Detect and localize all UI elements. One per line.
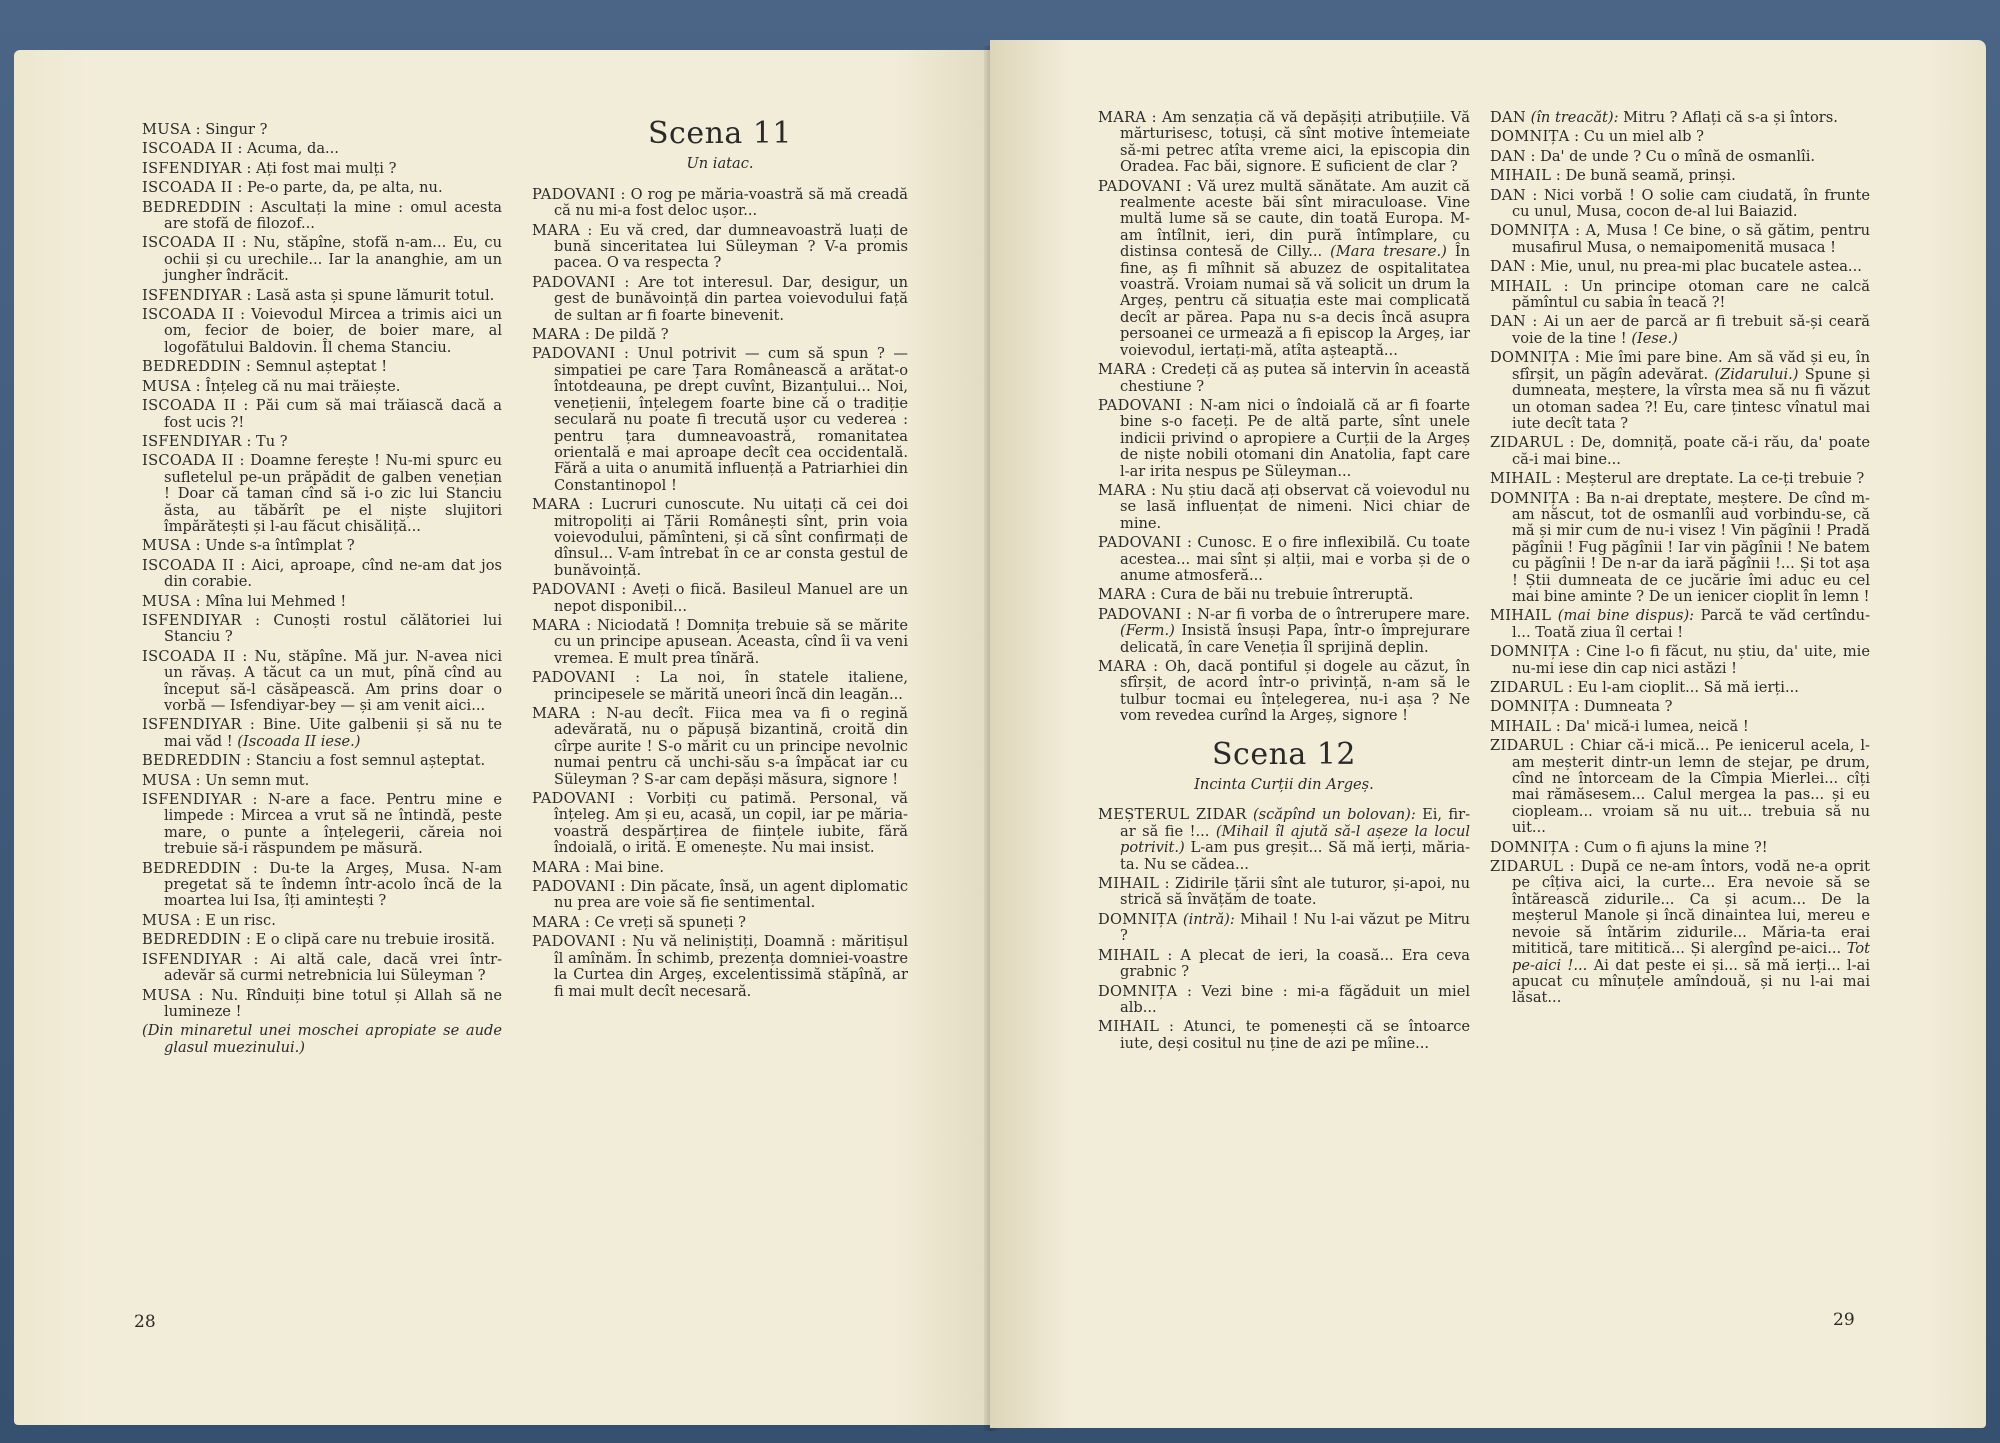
dialogue-line: MUSA : Mîna lui Mehmed !	[142, 592, 347, 610]
speaker-name: ISCOADA II	[142, 452, 234, 470]
dialogue-line: MARA : Mai bine.	[532, 858, 665, 876]
dialogue-text: Mîna lui Mehmed !	[205, 592, 347, 610]
speaker-name: PADOVANI	[532, 581, 616, 599]
speaker-name: ISCOADA II	[142, 556, 235, 574]
dialogue-line: MUSA : Nu. Rînduiți bine totul și Allah să ne lumineze !	[142, 986, 502, 1020]
speaker-name: PADOVANI	[532, 273, 616, 291]
dialogue-text: Acuma, da...	[247, 140, 339, 158]
stage-direction: (Ferm.)	[1120, 622, 1175, 640]
dialogue-text: Insistă însuși Papa, într-o împrejurare delicată, în care Veneția îl sprijină deplin.	[1120, 622, 1471, 656]
dialogue-text: Zidirile țării sînt ale tuturor, și-apoi, nu strică să învățăm de toate.	[1120, 875, 1470, 909]
speaker-name: PADOVANI	[532, 933, 616, 951]
dialogue-text: Am senzația că vă depășiți atribuțiile. Vă mărturisesc, totuși, că sînt motive întemeiate să-mi petrec atîta vreme aici, la episcopia din Oradea. Fac băi, signore. E suficient de clar ?	[1120, 109, 1470, 176]
dialogue-line: MUSA : Unde s-a întîmplat ?	[142, 537, 355, 555]
speaker-name: MUSA	[142, 911, 191, 929]
dialogue-line: PADOVANI : Nu vă neliniștiți, Doamnă : măritișul îl amînăm. În schimb, prezența domniei-voastre la Curtea din Argeș, excelentissimă stăpînă, ar fi mai mult decît necesară.	[532, 933, 908, 1000]
speaker-name: MARA	[532, 496, 581, 514]
dialogue-line: ISFENDIYAR : Cunoști rostul călătoriei lui Stanciu ?	[142, 611, 502, 646]
dialogue-text: Ei, fir-ar să fie !...	[1120, 806, 1471, 840]
speaker-name: MARA	[532, 913, 581, 931]
speaker-name: DAN	[1490, 313, 1526, 331]
dialogue-text: Ba n-ai dreptate, meștere. De cînd m-am născut, tot de osmanlîi aud vorbindu-se, că mă și mir cum de nu-i visez ! Vin păgînii ! Pradă păgînii ! Fug păgînii ! Iar vin păgînii ! Ne batem cu păgînii ! De n-ar da iară păgînii !... Și tot așa ! Știi dumneata de ce jucărie îmi aduc eu cel mai bine aminte ? De un ienicer cioplit în lemn !	[1512, 489, 1870, 605]
speaker-name: MARA	[532, 858, 581, 876]
dialogue-line: ISFENDIYAR : Lasă asta și spune lămurit totul.	[142, 286, 495, 304]
speaker-name: MARA	[532, 326, 581, 344]
speaker-name: ZIDARUL	[1490, 434, 1564, 452]
speaker-name: MIHAIL	[1490, 470, 1552, 488]
dialogue-text: De, domniță, poate că-i rău, da' poate că-i mai bine...	[1512, 434, 1870, 468]
dialogue-line	[1098, 807, 1470, 873]
dialogue-line: DOMNIȚA : Dumneata ?	[1490, 698, 1673, 716]
dialogue-line: PADOVANI : Are tot interesul. Dar, desigur, un gest de bunăvoință din partea voievodului față de sultan ar fi foarte binevenit.	[532, 273, 908, 324]
dialogue-text: Chiar că-i mică... Pe ienicerul acela, l-am meșterit dintr-un lemn de stejar, pe drum, cînd ne întorceam de la Cîmpia Mierlei... cîți mai rămăsesem... Calul mergea la pas... și eu ciopleam... vroiam să nu uit... trebuia să nu uit...	[1512, 737, 1870, 837]
dialogue-line: ZIDARUL : De, domniță, poate că-i rău, da' poate că-i mai bine...	[1490, 434, 1870, 468]
dialogue-line: PADOVANI : Unul potrivit — cum să spun ? — simpatiei pe care Țara Românească a arătat-o întotdeauna, pe drept cuvînt, Bizanțului... Noi, venețienii, înțelegem foarte bine că o tradiție seculară nu poate fi trecută ușor cu vederea : pentru țara dumneavoastră, romanitatea orientală e mai aproape decît cea occidentală. Fără a uita o anumită influență a Patriarhiei din Constantinopol !	[532, 345, 908, 494]
speaker-name: MARA	[532, 705, 581, 722]
speaker-name: MIHAIL	[1490, 607, 1552, 625]
dialogue-text: Mihail ! Nu l-ai văzut pe Mitru ?	[1120, 910, 1471, 945]
dialogue-text: Cum o fi ajuns la mine ?!	[1583, 838, 1768, 856]
dialogue-text: Ascultați la mine : omul acesta are stofă de filozof...	[164, 198, 502, 233]
dialogue-text: N-au decît. Fiica mea va fi o regină adevărată, nu o păpușă bizantină, croită din cîrpe aurite ! S-o mărit cu un principe nevolnic numai pentru că unchi-său s-a împăcat iar cu Süleyman ? S-ar cam depăși măsura, signore !	[554, 705, 908, 788]
dialogue-line: PADOVANI : Vă urez multă sănătate. Am auzit că realmente aceste băi sînt miraculoase. Vine multă lume să se caute, din toată Europa. M-am întîlnit, ieri, din pură întîmplare, cu distinsa contesă de Cilly... (Mara tresare.) În fine, aș fi mîhnit să abuzez de ospitalitatea voastră. Vroiam numai să vă solicit un drum la Argeș, pentru că situația este mai complicată decît ar părea. Papa nu s-a decis încă asupra persoanei ce urmează a fi episcop la Argeș, iar voievodul, iertați-mă, atîta așteaptă...	[1098, 177, 1471, 359]
dialogue-line: ISCOADA II : Acuma, da...	[142, 140, 339, 158]
speaker-name: MIHAIL	[1490, 277, 1552, 295]
dialogue-text: Are tot interesul. Dar, desigur, un gest de bunăvoință din partea voievodului față de sultan ar fi foarte binevenit.	[554, 273, 908, 324]
speaker-name: MARA	[1098, 361, 1147, 379]
dialogue-line: DAN : Ai un aer de parcă ar fi trebuit să-și ceară voie de la tine ! (Iese.)	[1490, 313, 1870, 347]
dialogue-line: DOMNIȚA : Cum o fi ajuns la mine ?!	[1490, 838, 1768, 856]
dialogue-line: MIHAIL : Da' mică-i lumea, neică !	[1490, 717, 1749, 735]
speaker-name: MEȘTERUL ZIDAR	[1098, 806, 1247, 824]
speaker-name: ISFENDIYAR	[142, 791, 242, 809]
dialogue-line: PADOVANI : O rog pe măria-voastră să mă creadă că nu mi-a fost deloc ușor...	[532, 185, 908, 220]
speaker-name: DOMNIȚA	[1490, 838, 1570, 856]
dialogue-line: DOMNIȚA : Vezi bine : mi-a făgăduit un miel alb...	[1098, 982, 1470, 1016]
stage-direction: (intră):	[1182, 910, 1235, 928]
speaker-name: DOMNIȚA	[1490, 349, 1570, 367]
dialogue-line: ISCOADA II : Voievodul Mircea a trimis aici un om, fecior de boier, de boier mare, al logofătului Baldovin. Îl chema Stanciu.	[142, 306, 502, 356]
dialogue-line: DAN : Da' de unde ? Cu o mînă de osmanlîi.	[1490, 147, 1816, 165]
speaker-name: BEDREDDIN	[142, 752, 242, 770]
dialogue-line: MARA : N-au decît. Fiica mea va fi o regină adevărată, nu o păpușă bizantină, croită din cîrpe aurite ! S-o mărit cu un principe nevolnic numai pentru că unchi-său s-a împăcat iar cu Süleyman ? S-ar cam depăși măsura, signore !	[532, 705, 908, 788]
speaker-name: MARA	[532, 221, 581, 239]
speaker-name: PADOVANI	[1098, 534, 1182, 552]
dialogue-text: Cunoști rostul călătoriei lui Stanciu ?	[164, 611, 502, 646]
speaker-name: DAN	[1490, 258, 1526, 276]
dialogue-line: MIHAIL : Meșterul are dreptate. La ce-ți trebuie ?	[1490, 470, 1865, 488]
speaker-name: DAN	[1490, 147, 1526, 165]
dialogue-text: A, Musa ! Ce bine, o să gătim, pentru musafirul Musa, o nemaipomenită musaca !	[1512, 222, 1870, 256]
speaker-name: MARA	[1098, 481, 1147, 499]
speaker-name: BEDREDDIN	[142, 931, 242, 949]
speaker-name: DOMNIȚA	[1490, 128, 1570, 146]
speaker-name: ISCOADA II	[142, 140, 233, 158]
dialogue-text: Nici vorbă ! O solie cam ciudată, în frunte cu unul, Musa, cocon de-al lui Baiazid.	[1512, 186, 1870, 221]
dialogue-line: MARA : Oh, dacă pontiful și dogele au căzut, în sfîrșit, de acord într-o privință, n-am să le tulbur tocmai eu înțelegerea, nu-i așa ? Ne vom revedea curînd la Argeș, signore !	[1098, 658, 1470, 725]
dialogue-line	[1490, 110, 1870, 126]
speaker-name: MARA	[532, 616, 581, 634]
dialogue-text: Parcă te văd certîndu-l... Toată ziua îl certai !	[1512, 607, 1871, 641]
dialogue-text: Păi cum să mai trăiască dacă a fost ucis ?!	[164, 397, 503, 431]
dialogue-text: N-ar fi vorba de o întrerupere mare.	[1197, 605, 1470, 623]
dialogue-text: Voievodul Mircea a trimis aici un om, fecior de boier, de boier mare, al logofătului Baldovin. Îl chema Stanciu.	[164, 306, 502, 356]
dialogue-text: N-am nici o îndoială că ar fi foarte bine s-o faceți. Pe de altă parte, sînt unele indicii privind o apropiere a Curții de la Argeș de niște nobili otomani din Anatolia, fapt care l-ar irita nespus pe Süleyman...	[1120, 396, 1470, 480]
dialogue-text: Oh, dacă pontiful și dogele au căzut, în sfîrșit, de acord într-o privință, n-am să le tulbur tocmai eu înțelegerea, nu-i așa ? Ne vom revedea curînd la Argeș, signore !	[1120, 658, 1470, 725]
speaker-name: ISCOADA II	[142, 234, 235, 252]
speaker-name: ISFENDIYAR	[142, 611, 242, 629]
dialogue-line: ISFENDIYAR : Ați fost mai mulți ?	[142, 159, 397, 177]
dialogue-line: MARA : Lucruri cunoscute. Nu uitați că cei doi mitropoliți ai Țării Românești sînt, prin voia voievodului, pămînteni, și că sînt confirmați de dînsul... V-am întrebat în ce ar consta gestul de bunăvoință.	[532, 496, 908, 579]
speaker-name: ZIDARUL	[1490, 858, 1564, 876]
dialogue-line: MARA : Am senzația că vă depășiți atribuțiile. Vă mărturisesc, totuși, că sînt motive întemeiate să-mi petrec atîta vreme aici, la episcopia din Oradea. Fac băi, signore. E suficient de clar ?	[1098, 109, 1470, 176]
stage-direction: (Din minaretul unei moschei apropiate se aude glasul muezinului.)	[142, 1022, 502, 1056]
speaker-name: MUSA	[142, 771, 191, 789]
dialogue-text: Da' mică-i lumea, neică !	[1565, 717, 1749, 735]
dialogue-line: DAN : Mie, unul, nu prea-mi plac bucatele astea...	[1490, 258, 1862, 276]
dialogue-text: N-are a face. Pentru mine e limpede : Mircea a vrut să ne întindă, peste mare, o punte a înțelegerii, căreia noi trebuie să-i răspundem pe măsură.	[164, 791, 502, 858]
speaker-name: BEDREDDIN	[142, 358, 242, 376]
dialogue-line: MUSA : Un semn mut.	[142, 771, 310, 789]
speaker-name: DOMNIȚA	[1490, 643, 1570, 661]
speaker-name: MIHAIL	[1098, 1018, 1160, 1036]
dialogue-text: Spune și dumneata, meștere, la vîrsta mea să nu fi văzut un otoman sadea ?! Eu, care țintesc vînatul mai iute decît tata ?	[1512, 365, 1871, 432]
speaker-name: PADOVANI	[1098, 605, 1182, 623]
speaker-name: PADOVANI	[1098, 177, 1182, 195]
dialogue-line: PADOVANI : Aveți o fiică. Basileul Manuel are un nepot disponibil...	[532, 581, 908, 615]
dialogue-text: Mie îmi pare bine. Am să văd și eu, în sfîrșit, un păgîn adevărat.	[1512, 349, 1871, 383]
speaker-name: ZIDARUL	[1490, 679, 1564, 696]
dialogue-line: DOMNIȚA : A, Musa ! Ce bine, o să gătim, pentru musafirul Musa, o nemaipomenită musaca !	[1490, 222, 1870, 256]
dialogue-line: MUSA : Singur ?	[142, 121, 268, 138]
stage-direction: (Zidarului.)	[1714, 365, 1799, 383]
dialogue-text: În fine, aș fi mîhnit să abuzez de ospitalitatea voastră. Vroiam numai să vă solicit un drum la Argeș, pentru că situația este mai complicată decît ar părea. Papa nu s-a decis încă asupra persoanei ce urmează a fi episcop la Argeș, iar voievodul, iertați-mă, atîta așteaptă...	[1120, 243, 1471, 359]
dialogue-text: A plecat de ieri, la coasă... Era ceva grabnic ?	[1120, 946, 1470, 981]
dialogue-line: PADOVANI : Din păcate, însă, un agent diplomatic nu prea are voie să fie sentimental.	[532, 878, 908, 912]
dialogue-line: PADOVANI : N-am nici o îndoială că ar fi foarte bine s-o faceți. Pe de altă parte, sînt unele indicii privind o apropiere a Curții de la Argeș de niște nobili otomani din Anatolia, fapt care l-ar irita nespus pe Süleyman...	[1098, 396, 1470, 480]
dialogue-line: ISCOADA II : Pe-o parte, da, pe alta, nu.	[142, 179, 443, 197]
dialogue-text: Nu vă neliniștiți, Doamnă : măritișul îl amînăm. În schimb, prezența domniei-voastre la Curtea din Argeș, excelentissimă stăpînă, ar fi mai mult decît necesară.	[554, 933, 908, 1000]
speaker-name: MUSA	[142, 592, 191, 610]
speaker-name: PADOVANI	[1098, 396, 1182, 414]
dialogue-line: MARA : Nu știu dacă ați observat că voievodul nu se lasă influențat de nimeni. Nici chiar de mine.	[1098, 481, 1470, 532]
right-column-1	[1098, 110, 1470, 1055]
speaker-name: BEDREDDIN	[142, 198, 242, 216]
dialogue-text: Semnul așteptat !	[255, 358, 388, 376]
scene-title: Scena 12	[1211, 736, 1357, 772]
speaker-name: ISFENDIYAR	[142, 716, 242, 734]
right-page	[990, 40, 1986, 1428]
dialogue-text: Pe-o parte, da, pe alta, nu.	[247, 179, 443, 197]
dialogue-line	[142, 1023, 502, 1056]
dialogue-line: ISCOADA II : Păi cum să mai trăiască dacă a fost ucis ?!	[142, 397, 503, 431]
scene-location: Incinta Curții din Argeș.	[1194, 776, 1374, 794]
dialogue-line: PADOVANI : Cunosc. E o fire inflexibilă. Cu toate acestea... mai sînt și alții, mai e vorba și de o anume atmosferă...	[1098, 534, 1470, 584]
dialogue-text: Atunci, te pomenești că se întoarce iute, deși cositul nu ține de azi pe mîine...	[1120, 1018, 1471, 1052]
speaker-name: PADOVANI	[532, 790, 616, 808]
dialogue-line: MARA : Eu vă cred, dar dumneavoastră luați de bună sinceritatea lui Süleyman ? V-a promis pacea. O va respecta ?	[532, 221, 908, 272]
dialogue-line: DOMNIȚA : Cu un miel alb ?	[1490, 128, 1704, 146]
dialogue-text: L-am pus greșit... Să mă ierți, măria-ta. Nu se cădea...	[1120, 839, 1470, 873]
speaker-name: DOMNIȚA	[1490, 489, 1570, 507]
stage-direction: (scăpînd un bolovan):	[1252, 806, 1416, 824]
stage-direction: Tot pe-aici !...	[1512, 940, 1871, 974]
left-column-2	[532, 118, 908, 1003]
speaker-name: PADOVANI	[532, 878, 616, 896]
dialogue-text: Da' de unde ? Cu o mînă de osmanlîi.	[1540, 147, 1816, 165]
speaker-name: ISCOADA II	[142, 647, 236, 665]
stage-direction: (Iscoada II iese.)	[237, 732, 361, 750]
speaker-name: DOMNIȚA	[1098, 982, 1178, 1000]
left-page	[14, 50, 990, 1425]
dialogue-text: Ai altă cale, dacă vrei într-adevăr să curmi netrebnicia lui Süleyman ?	[164, 950, 502, 985]
dialogue-text: Nu știu dacă ați observat că voievodul nu se lasă influențat de nimeni. Nici chiar de mine.	[1120, 481, 1470, 532]
speaker-name: BEDREDDIN	[142, 859, 242, 877]
dialogue-line: MARA : Niciodată ! Domnița trebuie să se mărite cu un principe apusean. Aceasta, cînd îi va veni vremea. E mult prea tînără.	[532, 616, 908, 667]
speaker-name: MARA	[1098, 658, 1147, 675]
dialogue-line	[1098, 912, 1470, 945]
stage-direction: (mai bine dispus):	[1557, 607, 1695, 625]
dialogue-text: Eu vă cred, dar dumneavoastră luați de bună sinceritatea lui Süleyman ? V-a promis pacea. O va respecta ?	[554, 221, 908, 272]
dialogue-text: Niciodată ! Domnița trebuie să se mărite cu un principe apusean. Aceasta, cînd îi va veni vremea. E mult prea tînără.	[554, 616, 908, 667]
page-number-left: 28	[134, 1312, 156, 1332]
dialogue-text: Lasă asta și spune lămurit totul.	[256, 286, 495, 304]
dialogue-text: Meșterul are dreptate. La ce-ți trebuie ?	[1565, 470, 1865, 488]
stage-direction: (Mara tresare.)	[1330, 243, 1447, 261]
dialogue-text: Singur ?	[205, 121, 268, 138]
dialogue-line: MARA : De pildă ?	[532, 326, 669, 344]
dialogue-text: Nu, stăpîne. Mă jur. N-avea nici un răvaș. A tăcut ca un mut, pînă cînd au început să-l căsăpească. Am prins doar o vorbă — Isfendiyar-bey — și am venit aici...	[164, 647, 502, 714]
dialogue-line: BEDREDDIN : Semnul așteptat !	[142, 358, 388, 376]
dialogue-line: BEDREDDIN : Du-te la Argeș, Musa. N-am pregetat să te îndemn într-acolo încă de la moartea lui Isa, îți amintești ?	[142, 859, 502, 910]
speaker-name: MUSA	[142, 377, 191, 395]
dialogue-text: La noi, în statele italiene, principesele se mărită uneori încă din leagăn...	[554, 669, 908, 703]
dialogue-line: MIHAIL : Un principe otoman care ne calcă pămîntul cu sabia în teacă ?!	[1490, 277, 1870, 312]
speaker-name: DOMNIȚA	[1490, 698, 1570, 716]
dialogue-text: Unul potrivit — cum să spun ? — simpatiei pe care Țara Românească a arătat-o întotdeauna, pe drept cuvînt, Bizanțului... Noi, venețienii, înțelegem foarte bine că o tradiție seculară nu poate fi trecută ușor cu vederea : pentru țara dumneavoastră, romanitatea orientală e mai aproape decît cea occidentală. Fără a uita o anumită influență a Patriarhiei din Constantinopol !	[554, 345, 908, 494]
speaker-name: ISCOADA II	[142, 179, 233, 197]
dialogue-line: MARA : Credeți că aș putea să intervin în această chestiune ?	[1098, 361, 1470, 395]
dialogue-line: ISCOADA II : Doamne ferește ! Nu-mi spurc eu sufletelul pe-un prăpădit de galben venețian ! Doar că taman cînd să i-o zic lui Stanciu ăsta, au tăbărît pe el niște slujitori împărătești și l-au făcut chisăliță...	[142, 452, 502, 535]
dialogue-text: E un risc.	[205, 911, 276, 929]
page-number-right: 29	[1833, 1310, 1855, 1330]
dialogue-line: MARA : Cura de băi nu trebuie întreruptă.	[1098, 586, 1414, 604]
dialogue-line	[1490, 608, 1870, 641]
dialogue-line: DOMNIȚA : Ba n-ai dreptate, meștere. De cînd m-am născut, tot de osmanlîi aud vorbindu-se, că mă și mir cum de nu-i visez ! Vin păgînii ! Pradă păgînii ! Fug păgînii ! Iar vin păgînii ! Ne batem cu păgînii ! De n-ar da iară păgînii !... Și tot așa ! Știi dumneata de ce jucărie îmi aduc eu cel mai bine aminte ? De un ienicer cioplit în lemn !	[1490, 489, 1870, 605]
speaker-name: MIHAIL	[1490, 717, 1552, 735]
dialogue-text: Aici, aproape, cînd ne-am dat jos din corabie.	[164, 556, 502, 591]
dialogue-line: ISFENDIYAR : Tu ?	[142, 432, 288, 450]
dialogue-line: MIHAIL : Zidirile țării sînt ale tuturor, și-apoi, nu strică să învățăm de toate.	[1098, 875, 1470, 909]
speaker-name: MUSA	[142, 986, 191, 1004]
left-column-1	[142, 122, 502, 1059]
dialogue-text: Ce vreți să spuneți ?	[594, 913, 746, 931]
dialogue-line: BEDREDDIN : Stanciu a fost semnul așteptat.	[142, 752, 486, 770]
dialogue-line: PADOVANI : La noi, în statele italiene, principesele se mărită uneori încă din leagăn...	[532, 669, 908, 703]
dialogue-text: Mai bine.	[594, 858, 665, 876]
dialogue-text: Nu, stăpîne, stofă n-am... Eu, cu ochii și cu urechile... Iar la ananghie, am un jungher îndrăcit.	[164, 234, 502, 285]
speaker-name: DAN	[1490, 186, 1526, 204]
dialogue-line: ISCOADA II : Aici, aproape, cînd ne-am dat jos din corabie.	[142, 556, 502, 591]
dialogue-text: O rog pe măria-voastră să mă creadă că nu mi-a fost deloc ușor...	[554, 185, 908, 220]
stage-direction: (în treacăt):	[1530, 109, 1619, 126]
dialogue-text: Vezi bine : mi-a făgăduit un miel alb...	[1120, 982, 1470, 1016]
speaker-name: MIHAIL	[1490, 167, 1552, 185]
dialogue-text: Aveți o fiică. Basileul Manuel are un nepot disponibil...	[554, 581, 908, 615]
speaker-name: PADOVANI	[532, 345, 616, 363]
speaker-name: ZIDARUL	[1490, 737, 1564, 755]
dialogue-line: MUSA : Înțeleg că nu mai trăiește.	[142, 377, 401, 395]
dialogue-text: Credeți că aș putea să intervin în această chestiune ?	[1120, 361, 1470, 395]
speaker-name: PADOVANI	[532, 669, 616, 687]
dialogue-line: MIHAIL : Atunci, te pomenești că se întoarce iute, deși cositul nu ține de azi pe mîine...	[1098, 1018, 1471, 1052]
dialogue-text: Dumneata ?	[1583, 698, 1673, 716]
speaker-name: ISCOADA II	[142, 306, 235, 324]
speaker-name: DAN	[1490, 109, 1526, 126]
dialogue-text: Ai un aer de parcă ar fi trebuit să-și ceară voie de la tine !	[1512, 313, 1870, 347]
speaker-name: MUSA	[142, 121, 191, 138]
dialogue-text: Din păcate, însă, un agent diplomatic nu prea are voie să fie sentimental.	[554, 878, 908, 912]
dialogue-line: DOMNIȚA : Mie îmi pare bine. Am să văd și eu, în sfîrșit, un păgîn adevărat. (Zidarului.) Spune și dumneata, meștere, la vîrsta mea să nu fi văzut un otoman sadea ?! Eu, care țintesc vînatul mai iute decît tata ?	[1490, 349, 1871, 432]
dialogue-text: Stanciu a fost semnul așteptat.	[255, 752, 486, 770]
dialogue-text: Vă urez multă sănătate. Am auzit că realmente aceste băi sînt miraculoase. Vine multă lume să se caute, din toată Europa. M-am întîlnit, ieri, din pură întîmplare, cu distinsa contesă de Cilly...	[1120, 177, 1470, 261]
speaker-name: DOMNIȚA	[1098, 910, 1178, 928]
speaker-name: MUSA	[142, 537, 191, 555]
dialogue-line: ISFENDIYAR : Ai altă cale, dacă vrei într-adevăr să curmi netrebnicia lui Süleyman ?	[142, 950, 502, 985]
dialogue-line: ISFENDIYAR : N-are a face. Pentru mine e limpede : Mircea a vrut să ne întindă, peste mare, o punte a înțelegerii, căreia noi trebuie să-i răspundem pe măsură.	[142, 791, 502, 858]
dialogue-text: De pildă ?	[594, 326, 669, 344]
dialogue-text: Mie, unul, nu prea-mi plac bucatele astea...	[1540, 258, 1862, 276]
speaker-name: ISFENDIYAR	[142, 432, 242, 450]
speaker-name: MIHAIL	[1098, 875, 1160, 893]
dialogue-text: Un principe otoman care ne calcă pămîntul cu sabia în teacă ?!	[1512, 277, 1870, 312]
dialogue-text: Un semn mut.	[205, 771, 310, 789]
dialogue-line: MIHAIL : A plecat de ieri, la coasă... Era ceva grabnic ?	[1098, 946, 1470, 981]
speaker-name: MIHAIL	[1098, 946, 1160, 964]
dialogue-line: MIHAIL : De bună seamă, prinși.	[1490, 167, 1736, 185]
dialogue-text: Nu. Rînduiți bine totul și Allah să ne lumineze !	[164, 986, 502, 1020]
dialogue-line: BEDREDDIN : E o clipă care nu trebuie irosită.	[142, 931, 495, 949]
dialogue-text: Du-te la Argeș, Musa. N-am pregetat să te îndemn într-acolo încă de la moartea lui Isa, îți amintești ?	[164, 859, 502, 910]
dialogue-line: ZIDARUL : După ce ne-am întors, vodă ne-a oprit pe cîțiva aici, la curte... Era nevoie să se întărească zidurile... Ca și acum... De la meșterul Manole și încă dinaintea lui, mereu e nevoie să întărim zidurile... Măria-ta erai mititică, tare mititică... Și alergînd pe-aici... Tot pe-aici !... Ai dat peste ei și... să mă ierți... l-ai apucat cu mînuțele amîndouă, și nu l-ai mai lăsat...	[1490, 858, 1871, 1007]
speaker-name: ISCOADA II	[142, 397, 236, 415]
dialogue-text: Cunosc. E o fire inflexibilă. Cu toate acestea... mai sînt și alții, mai e vorba și de o anume atmosferă...	[1120, 534, 1470, 584]
dialogue-text: Mitru ? Aflați că s-a și întors.	[1623, 109, 1838, 126]
dialogue-line: ISCOADA II : Nu, stăpîne, stofă n-am... Eu, cu ochii și cu urechile... Iar la ananghie, am un jungher îndrăcit.	[142, 234, 502, 285]
stage-direction: (Mihail îl ajută să-l așeze la locul potrivit.)	[1120, 822, 1471, 857]
dialogue-text: Ați fost mai mulți ?	[256, 159, 397, 177]
dialogue-text: Vorbiți cu patimă. Personal, vă înțeleg. Am și eu, acasă, un copil, iar pe măria-voastră despărțirea de ființele iubite, fără îndoială, o irită. E omenește. Nu mai insist.	[554, 790, 908, 857]
speaker-name: ISFENDIYAR	[142, 286, 242, 304]
speaker-name: ISFENDIYAR	[142, 950, 242, 968]
dialogue-line: ISCOADA II : Nu, stăpîne. Mă jur. N-avea nici un răvaș. A tăcut ca un mut, pînă cînd au început să-l căsăpească. Am prins doar o vorbă — Isfendiyar-bey — și am venit aici...	[142, 647, 502, 714]
speaker-name: MARA	[1098, 586, 1147, 604]
speaker-name: ISFENDIYAR	[142, 159, 242, 177]
stage-direction: (Iese.)	[1631, 329, 1678, 347]
dialogue-text: Înțeleg că nu mai trăiește.	[205, 377, 401, 395]
dialogue-text: Cura de băi nu trebuie întreruptă.	[1160, 586, 1414, 604]
dialogue-line: ISFENDIYAR : Bine. Uite galbenii și să nu te mai văd ! (Iscoada II iese.)	[142, 716, 503, 750]
dialogue-text: Eu l-am cioplit... Să mă ierți...	[1577, 679, 1799, 696]
dialogue-line: DAN : Nici vorbă ! O solie cam ciudată, în frunte cu unul, Musa, cocon de-al lui Baiazid.	[1490, 186, 1870, 221]
dialogue-text: Bine. Uite galbenii și să nu te mai văd !	[164, 716, 503, 750]
scene-title: Scena 11	[647, 116, 793, 151]
dialogue-line: MARA : Ce vreți să spuneți ?	[532, 913, 746, 931]
dialogue-text: De bună seamă, prinși.	[1565, 167, 1736, 185]
dialogue-line: MUSA : E un risc.	[142, 911, 276, 929]
speaker-name: DOMNIȚA	[1490, 222, 1570, 240]
dialogue-line: ZIDARUL : Chiar că-i mică... Pe ienicerul acela, l-am meșterit dintr-un lemn de stejar, pe drum, cînd ne întorceam de la Cîmpia Mierlei... cîți mai rămăsesem... Calul mergea la pas... și eu ciopleam... vroiam să nu uit... trebuia să nu uit...	[1490, 737, 1870, 837]
dialogue-line: DOMNIȚA : Cine l-o fi făcut, nu știu, da' uite, mie nu-mi iese din cap nici astăzi !	[1490, 643, 1870, 677]
speaker-name: PADOVANI	[532, 185, 616, 203]
dialogue-text: Doamne ferește ! Nu-mi spurc eu sufletelul pe-un prăpădit de galben venețian ! Doar că taman cînd să i-o zic lui Stanciu ăsta, au tăbărît pe el niște slujitori împărătești și l-au făcut chisăliță...	[164, 452, 502, 535]
speaker-name: MARA	[1098, 109, 1147, 126]
dialogue-text: E o clipă care nu trebuie irosită.	[255, 931, 495, 949]
dialogue-line: BEDREDDIN : Ascultați la mine : omul acesta are stofă de filozof...	[142, 198, 502, 233]
dialogue-line: PADOVANI : N-ar fi vorba de o întrerupere mare. (Ferm.) Insistă însuși Papa, într-o împrejurare delicată, în care Veneția îl sprijină deplin.	[1098, 605, 1471, 656]
dialogue-text: Cine l-o fi făcut, nu știu, da' uite, mie nu-mi iese din cap nici astăzi !	[1512, 643, 1870, 677]
dialogue-line: PADOVANI : Vorbiți cu patimă. Personal, vă înțeleg. Am și eu, acasă, un copil, iar pe măria-voastră despărțirea de ființele iubite, fără îndoială, o irită. E omenește. Nu mai insist.	[532, 790, 908, 857]
dialogue-text: După ce ne-am întors, vodă ne-a oprit pe cîțiva aici, la curte... Era nevoie să se întărească zidurile... Ca și acum... De la meșterul Manole și încă dinaintea lui, mereu e nevoie să întărim zidurile... Măria-ta erai mititică, tare mititică... Și alergînd pe-aici...	[1512, 858, 1870, 958]
dialogue-text: Cu un miel alb ?	[1583, 128, 1704, 146]
dialogue-text: Tu ?	[256, 432, 288, 450]
right-column-2	[1490, 110, 1870, 1010]
scene-location: Un iatac.	[686, 155, 754, 173]
dialogue-text: Ai dat peste ei și... să mă ierți... l-ai apucat cu mînuțele amîndouă, și nu l-ai mai lăsat...	[1512, 956, 1870, 1007]
dialogue-text: Lucruri cunoscute. Nu uitați că cei doi mitropoliți ai Țării Românești sînt, prin voia voievodului, pămînteni, și că sînt confirmați de dînsul... V-am întrebat în ce ar consta gestul de bunăvoință.	[554, 496, 908, 579]
dialogue-text: Unde s-a întîmplat ?	[205, 537, 355, 555]
dialogue-line: ZIDARUL : Eu l-am cioplit... Să mă ierți...	[1490, 679, 1799, 696]
